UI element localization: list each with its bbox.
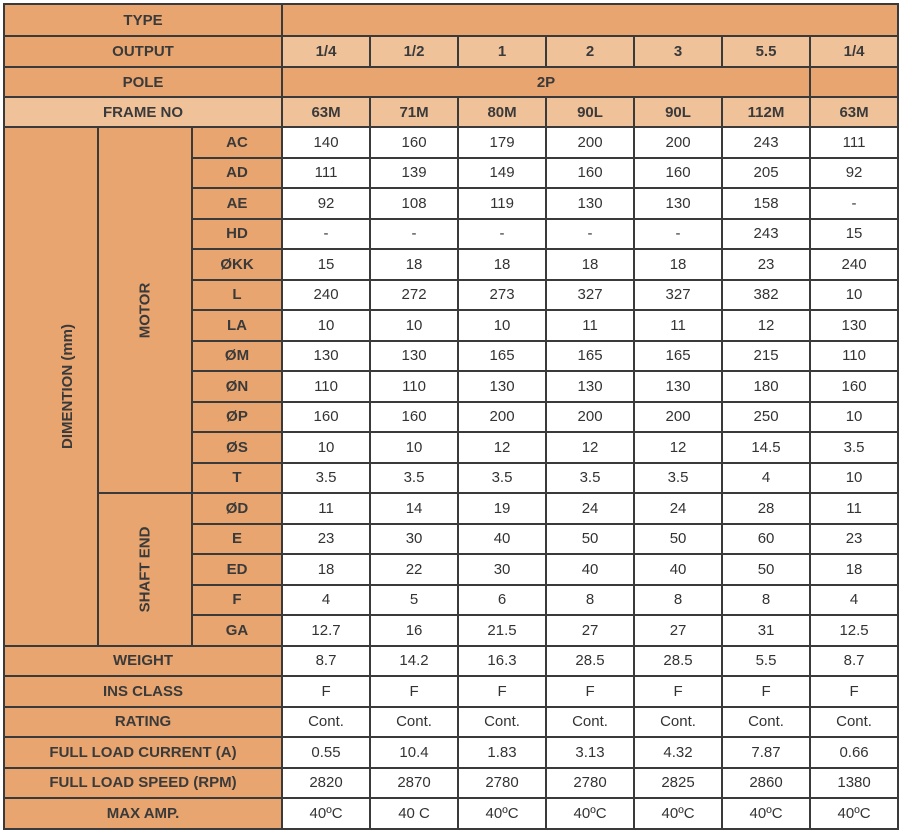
value-cell: 2820 — [282, 768, 370, 799]
value-cell: 3.13 — [546, 737, 634, 768]
value-cell: 40ºC — [282, 798, 370, 829]
value-cell: 110 — [810, 341, 898, 372]
property-label: RATING — [4, 707, 282, 738]
value-cell: 40ºC — [722, 798, 810, 829]
dimension-label: AC — [192, 127, 282, 158]
value-cell: 165 — [634, 341, 722, 372]
value-cell: 8 — [634, 585, 722, 616]
value-cell: 40 — [634, 554, 722, 585]
output-cell: 5.5 — [722, 36, 810, 67]
frame-cell: 80M — [458, 97, 546, 127]
value-cell: 21.5 — [458, 615, 546, 646]
value-cell: 40 — [458, 524, 546, 555]
value-cell: 272 — [370, 280, 458, 311]
dimension-label: T — [192, 463, 282, 494]
value-cell: 165 — [546, 341, 634, 372]
value-cell: 2780 — [546, 768, 634, 799]
value-cell: F — [370, 676, 458, 707]
value-cell: 18 — [546, 249, 634, 280]
value-cell: 273 — [458, 280, 546, 311]
dimension-label: GA — [192, 615, 282, 646]
value-cell: 179 — [458, 127, 546, 158]
dimension-label: ED — [192, 554, 282, 585]
value-cell: 200 — [546, 127, 634, 158]
value-cell: 30 — [370, 524, 458, 555]
value-cell: 22 — [370, 554, 458, 585]
value-cell: 1380 — [810, 768, 898, 799]
value-cell: 18 — [370, 249, 458, 280]
frame-cell: 63M — [282, 97, 370, 127]
value-cell: 10 — [458, 310, 546, 341]
property-row — [4, 676, 898, 707]
output-cell: 1/4 — [282, 36, 370, 67]
value-cell: 15 — [282, 249, 370, 280]
value-cell: Cont. — [458, 707, 546, 738]
frame-cell: 63M — [810, 97, 898, 127]
value-cell: 28.5 — [634, 646, 722, 677]
property-label: MAX AMP. — [4, 798, 282, 829]
type-row — [4, 4, 898, 36]
frame-cell: 71M — [370, 97, 458, 127]
dimension-label: DIMENTION (mm) — [59, 323, 76, 449]
property-label: FULL LOAD CURRENT (A) — [4, 737, 282, 768]
value-cell: 200 — [458, 402, 546, 433]
motor-label: MOTOR — [136, 282, 154, 338]
value-cell: 243 — [722, 219, 810, 250]
dimension-label: ØN — [192, 371, 282, 402]
value-cell: 7.87 — [722, 737, 810, 768]
value-cell: 40ºC — [634, 798, 722, 829]
value-cell: 108 — [370, 188, 458, 219]
value-cell: 19 — [458, 493, 546, 524]
value-cell: - — [546, 219, 634, 250]
value-cell: 24 — [634, 493, 722, 524]
value-cell: 10 — [810, 280, 898, 311]
value-cell: 40ºC — [810, 798, 898, 829]
output-cell: 1 — [458, 36, 546, 67]
value-cell: F — [810, 676, 898, 707]
value-cell: 5 — [370, 585, 458, 616]
value-cell: 139 — [370, 158, 458, 189]
value-cell: 160 — [810, 371, 898, 402]
value-cell: Cont. — [282, 707, 370, 738]
value-cell: 12 — [546, 432, 634, 463]
value-cell: 200 — [546, 402, 634, 433]
value-cell: - — [810, 188, 898, 219]
value-cell: 10 — [810, 402, 898, 433]
value-cell: 11 — [546, 310, 634, 341]
value-cell: 50 — [546, 524, 634, 555]
value-cell: 215 — [722, 341, 810, 372]
value-cell: 28 — [722, 493, 810, 524]
value-cell: 4.32 — [634, 737, 722, 768]
value-cell: 28.5 — [546, 646, 634, 677]
dimension-label: AD — [192, 158, 282, 189]
frame-label: FRAME NO — [4, 97, 282, 127]
value-cell: 1.83 — [458, 737, 546, 768]
value-cell: - — [458, 219, 546, 250]
value-cell: 158 — [722, 188, 810, 219]
value-cell: 165 — [458, 341, 546, 372]
type-value — [282, 4, 898, 36]
value-cell: Cont. — [810, 707, 898, 738]
value-cell: 10 — [370, 310, 458, 341]
dimension-label: ØM — [192, 341, 282, 372]
value-cell: 160 — [546, 158, 634, 189]
value-cell: 11 — [282, 493, 370, 524]
value-cell: 250 — [722, 402, 810, 433]
value-cell: 240 — [282, 280, 370, 311]
value-cell: 111 — [810, 127, 898, 158]
value-cell: 10 — [810, 463, 898, 494]
value-cell: 110 — [282, 371, 370, 402]
value-cell: 15 — [810, 219, 898, 250]
value-cell: 18 — [634, 249, 722, 280]
value-cell: 92 — [282, 188, 370, 219]
type-label: TYPE — [4, 4, 282, 36]
value-cell: 40 C — [370, 798, 458, 829]
value-cell: 18 — [282, 554, 370, 585]
value-cell: 110 — [370, 371, 458, 402]
value-cell: 3.5 — [810, 432, 898, 463]
property-row — [4, 646, 898, 677]
value-cell: 30 — [458, 554, 546, 585]
value-cell: Cont. — [546, 707, 634, 738]
value-cell: 27 — [634, 615, 722, 646]
value-cell: 50 — [634, 524, 722, 555]
dimension-cell — [4, 127, 98, 646]
value-cell: - — [282, 219, 370, 250]
value-cell: 327 — [634, 280, 722, 311]
value-cell: 243 — [722, 127, 810, 158]
value-cell: 4 — [282, 585, 370, 616]
value-cell: 130 — [634, 188, 722, 219]
value-cell: 119 — [458, 188, 546, 219]
value-cell: 2870 — [370, 768, 458, 799]
property-row — [4, 737, 898, 768]
value-cell: Cont. — [722, 707, 810, 738]
dimension-row — [4, 127, 898, 158]
value-cell: 8 — [546, 585, 634, 616]
output-cell: 2 — [546, 36, 634, 67]
value-cell: 3.5 — [370, 463, 458, 494]
property-row — [4, 768, 898, 799]
value-cell: F — [458, 676, 546, 707]
value-cell: 160 — [370, 402, 458, 433]
dimension-label: ØD — [192, 493, 282, 524]
value-cell: 160 — [370, 127, 458, 158]
value-cell: 12 — [722, 310, 810, 341]
value-cell: 23 — [810, 524, 898, 555]
value-cell: 40 — [546, 554, 634, 585]
value-cell: 240 — [810, 249, 898, 280]
value-cell: 10 — [282, 432, 370, 463]
dimension-label: F — [192, 585, 282, 616]
property-label: WEIGHT — [4, 646, 282, 677]
value-cell: - — [370, 219, 458, 250]
pole-label: POLE — [4, 67, 282, 97]
value-cell: 160 — [282, 402, 370, 433]
output-label: OUTPUT — [4, 36, 282, 67]
value-cell: 2825 — [634, 768, 722, 799]
value-cell: 130 — [282, 341, 370, 372]
value-cell: 14.5 — [722, 432, 810, 463]
value-cell: 327 — [546, 280, 634, 311]
output-cell: 1/2 — [370, 36, 458, 67]
value-cell: 200 — [634, 127, 722, 158]
value-cell: 180 — [722, 371, 810, 402]
value-cell: 382 — [722, 280, 810, 311]
value-cell: 18 — [458, 249, 546, 280]
value-cell: 4 — [722, 463, 810, 494]
value-cell: 130 — [810, 310, 898, 341]
value-cell: Cont. — [634, 707, 722, 738]
frame-cell: 90L — [634, 97, 722, 127]
property-label: FULL LOAD SPEED (RPM) — [4, 768, 282, 799]
shaft-end-label: SHAFT END — [136, 526, 154, 613]
value-cell: 16.3 — [458, 646, 546, 677]
value-cell: 205 — [722, 158, 810, 189]
value-cell: 11 — [634, 310, 722, 341]
value-cell: 149 — [458, 158, 546, 189]
motor-cell — [98, 127, 192, 493]
value-cell: - — [634, 219, 722, 250]
value-cell: 16 — [370, 615, 458, 646]
value-cell: 3.5 — [634, 463, 722, 494]
frame-row — [4, 97, 898, 127]
dimension-label: ØS — [192, 432, 282, 463]
property-row — [4, 707, 898, 738]
value-cell: 8.7 — [282, 646, 370, 677]
value-cell: 18 — [810, 554, 898, 585]
value-cell: 200 — [634, 402, 722, 433]
value-cell: 0.66 — [810, 737, 898, 768]
value-cell: 160 — [634, 158, 722, 189]
value-cell: 27 — [546, 615, 634, 646]
value-cell: 12.7 — [282, 615, 370, 646]
value-cell: 3.5 — [282, 463, 370, 494]
dimension-label: HD — [192, 219, 282, 250]
value-cell: 23 — [722, 249, 810, 280]
spec-table-body — [4, 4, 898, 829]
value-cell: 130 — [546, 188, 634, 219]
value-cell: 60 — [722, 524, 810, 555]
value-cell: 4 — [810, 585, 898, 616]
value-cell: F — [634, 676, 722, 707]
value-cell: 12 — [634, 432, 722, 463]
value-cell: 6 — [458, 585, 546, 616]
value-cell: 3.5 — [458, 463, 546, 494]
value-cell: F — [546, 676, 634, 707]
value-cell: 14 — [370, 493, 458, 524]
shaft-end-cell — [98, 493, 192, 646]
value-cell: 12.5 — [810, 615, 898, 646]
value-cell: 14.2 — [370, 646, 458, 677]
value-cell: Cont. — [370, 707, 458, 738]
value-cell: 8 — [722, 585, 810, 616]
value-cell: 12 — [458, 432, 546, 463]
dimension-row — [4, 493, 898, 524]
value-cell: 140 — [282, 127, 370, 158]
frame-cell: 112M — [722, 97, 810, 127]
value-cell: 10 — [370, 432, 458, 463]
pole-row — [4, 67, 898, 97]
value-cell: 2780 — [458, 768, 546, 799]
frame-cell: 90L — [546, 97, 634, 127]
value-cell: 92 — [810, 158, 898, 189]
value-cell: 10 — [282, 310, 370, 341]
pole-value-last — [810, 67, 898, 97]
dimension-label: E — [192, 524, 282, 555]
value-cell: 23 — [282, 524, 370, 555]
value-cell: 2860 — [722, 768, 810, 799]
value-cell: 10.4 — [370, 737, 458, 768]
value-cell: 130 — [546, 371, 634, 402]
output-row — [4, 36, 898, 67]
property-label: INS CLASS — [4, 676, 282, 707]
value-cell: F — [722, 676, 810, 707]
value-cell: 50 — [722, 554, 810, 585]
value-cell: 130 — [458, 371, 546, 402]
value-cell: 40ºC — [458, 798, 546, 829]
dimension-label: L — [192, 280, 282, 311]
value-cell: 11 — [810, 493, 898, 524]
property-row — [4, 798, 898, 829]
value-cell: 40ºC — [546, 798, 634, 829]
output-cell: 3 — [634, 36, 722, 67]
value-cell: 3.5 — [546, 463, 634, 494]
motor-spec-table — [3, 3, 899, 830]
value-cell: 130 — [370, 341, 458, 372]
output-cell: 1/4 — [810, 36, 898, 67]
value-cell: 5.5 — [722, 646, 810, 677]
dimension-label: ØKK — [192, 249, 282, 280]
value-cell: F — [282, 676, 370, 707]
value-cell: 0.55 — [282, 737, 370, 768]
dimension-label: AE — [192, 188, 282, 219]
value-cell: 31 — [722, 615, 810, 646]
value-cell: 24 — [546, 493, 634, 524]
dimension-label: ØP — [192, 402, 282, 433]
value-cell: 8.7 — [810, 646, 898, 677]
value-cell: 130 — [634, 371, 722, 402]
pole-value: 2P — [282, 67, 810, 97]
value-cell: 111 — [282, 158, 370, 189]
dimension-label: LA — [192, 310, 282, 341]
